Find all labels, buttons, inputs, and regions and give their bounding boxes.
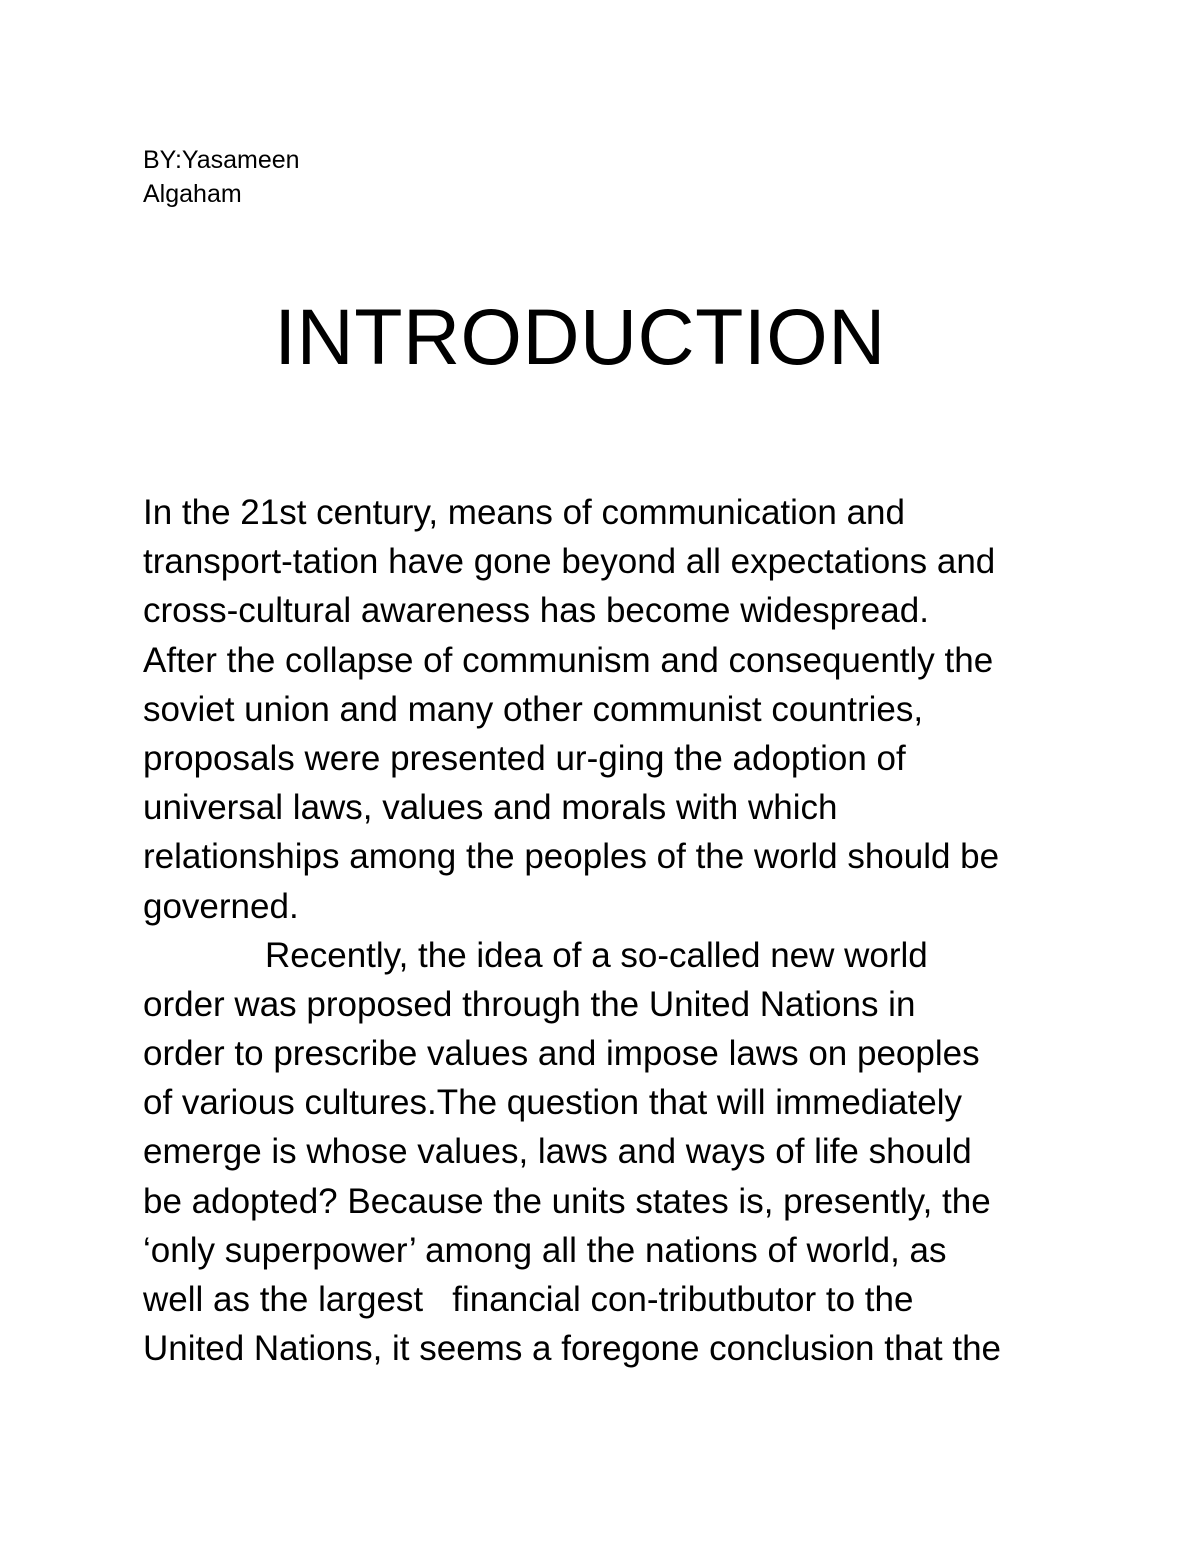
text-line: transport-tation have gone beyond all expectations and [143, 542, 996, 582]
text-line: After the collapse of communism and consequently the [143, 640, 994, 680]
text-line: emerge is whose values, laws and ways of life should [143, 1132, 972, 1172]
text-line: well as the largest financial con-tributbutor to the [143, 1280, 914, 1319]
paragraph-1 [143, 488, 1083, 931]
paragraph-2 [143, 931, 1083, 1374]
body-text [143, 488, 1083, 1373]
text-line: cross-cultural awareness has become widespread. [143, 591, 929, 631]
text-line: proposals were presented ur-ging the adoption of [143, 738, 906, 778]
text-line: relationships among the peoples of the world should be [143, 837, 1000, 877]
text-line: be adopted? Because the units states is, presently, the [143, 1181, 991, 1221]
text-line: Recently, the idea of a so-called new world [265, 935, 928, 975]
text-line: universal laws, values and morals with which [143, 788, 838, 828]
text-line: governed. [143, 886, 299, 926]
text-line: soviet union and many other communist countries, [143, 689, 924, 729]
author-line-1: BY:Yasameen [143, 146, 300, 174]
document-title: INTRODUCTION [274, 292, 886, 381]
author-line-2: Algaham [143, 180, 242, 208]
author-block [143, 143, 300, 211]
text-line: In the 21st century, means of communication and [143, 493, 905, 532]
text-line: order to prescribe values and impose laws on peoples [143, 1034, 980, 1074]
text-line: United Nations, it seems a foregone conclusion that the [143, 1329, 1001, 1369]
text-line: order was proposed through the United Nations in [143, 984, 916, 1024]
text-line: ‘only superpower’ among all the nations of world, as [143, 1230, 947, 1270]
text-line: of various cultures.The question that will immediately [143, 1083, 962, 1123]
